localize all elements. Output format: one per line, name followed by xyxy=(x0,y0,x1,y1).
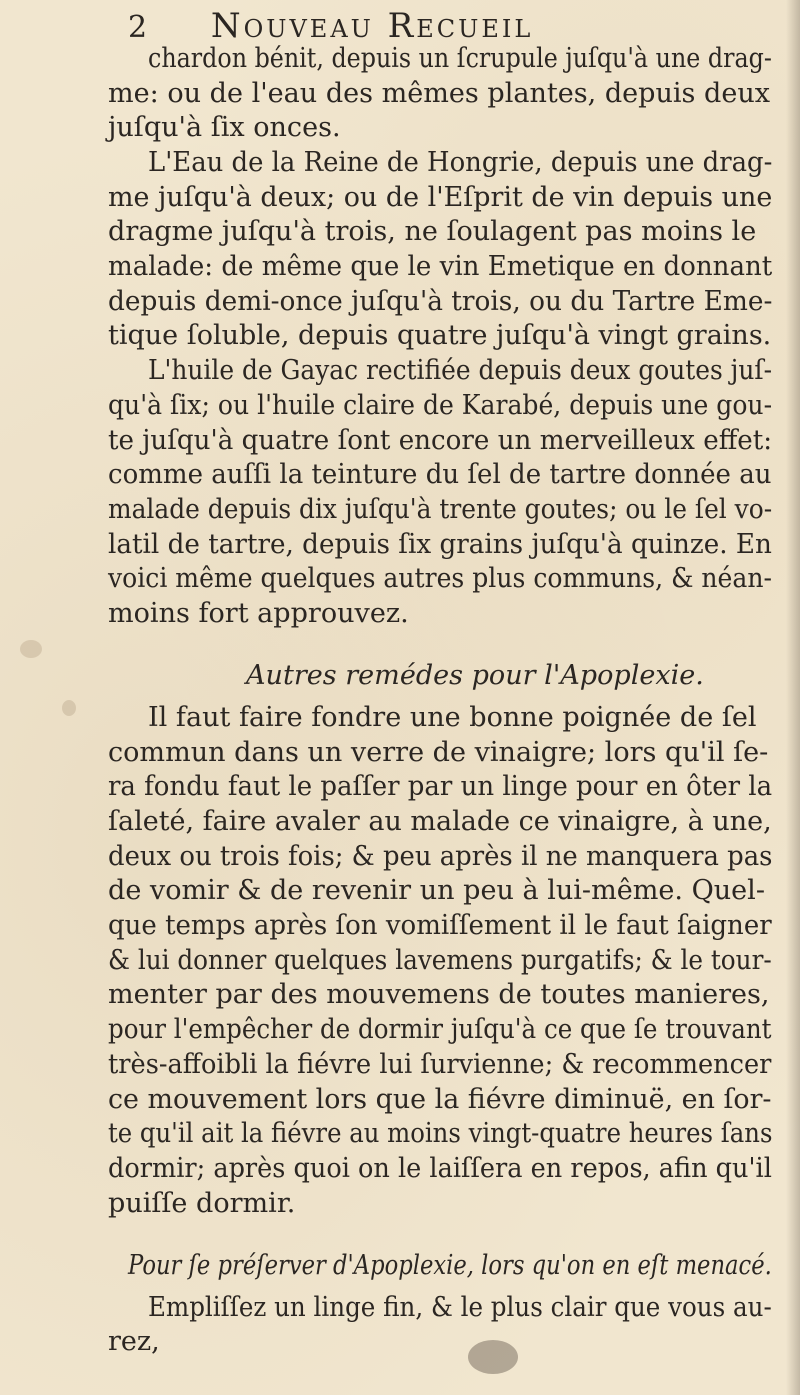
ink-stain xyxy=(62,700,76,716)
text-line: & lui donner quelques lavemens purgatifs; & le tour- xyxy=(108,944,772,976)
text-line: malade depuis dix juſqu'à trente goutes; ou le ſel vo- xyxy=(108,493,773,525)
text-line: voici même quelques autres plus communs, & néan- xyxy=(108,563,772,595)
text-line: de vomir & de revenir un peu à lui-même. Quel- xyxy=(108,875,765,907)
text-line: juſqu'à ſix onces. xyxy=(108,112,341,144)
text-line: malade: de même que le vin Emetique en donnant xyxy=(108,251,773,283)
text-line: deux ou trois fois; & peu après il ne manquera pas xyxy=(108,840,773,872)
section-heading: Autres remédes pour l'Apoplexie. xyxy=(246,660,704,692)
text-line: puiſſe dormir. xyxy=(108,1187,296,1219)
text-line: commun dans un verre de vinaigre; lors qu'il ſe- xyxy=(108,736,769,768)
running-title: Nouveau Recueil xyxy=(210,6,534,46)
text-line: Il faut faire fondre une bonne poignée de ſel xyxy=(148,702,757,733)
page-header xyxy=(128,6,728,46)
text-line: ſaleté, faire avaler au malade ce vinaigre, à une, xyxy=(108,806,772,838)
text-line: que temps après ſon vomiſſement il le faut ſaigner xyxy=(108,910,772,942)
text-line: L'huile de Gayac rectifiée depuis deux goutes juſ- xyxy=(148,355,773,387)
text-line: latil de tartre, depuis ſix grains juſqu'à quinze. En xyxy=(108,528,772,560)
page-edge-shadow xyxy=(786,0,800,1395)
text-line: ce mouvement lors que la fiévre diminuë, en ſor- xyxy=(108,1083,772,1115)
text-line: menter par des mouvemens de toutes manieres, xyxy=(108,979,770,1011)
text-line: L'Eau de la Reine de Hongrie, depuis une drag- xyxy=(148,147,773,179)
section-heading: Pour ſe préſerver d'Apoplexie, lors qu'on en eſt menacé. xyxy=(128,1250,772,1281)
text-line: chardon bénit, depuis un ſcrupule juſqu'à une drag- xyxy=(148,43,772,74)
ink-stain xyxy=(20,640,42,658)
text-line: dormir; après quoi on le laiſſera en repos, afin qu'il xyxy=(108,1152,772,1184)
page-number: 2 xyxy=(128,10,150,45)
text-line: te qu'il ait la fiévre au moins vingt-quatre heures ſans xyxy=(108,1118,773,1150)
text-line: depuis demi-once juſqu'à trois, ou du Tartre Eme- xyxy=(108,285,773,317)
text-line: Empliſſez un linge fin, & le plus clair que vous au- xyxy=(148,1291,772,1323)
text-line: me: ou de l'eau des mêmes plantes, depuis deux xyxy=(108,77,771,109)
text-line: très-affoibli la fiévre lui ſurvienne; & recommencer xyxy=(108,1048,772,1080)
ink-stain xyxy=(468,1340,518,1374)
text-line: moins fort approuvez. xyxy=(108,597,409,629)
text-line: pour l'empêcher de dormir juſqu'à ce que ſe trouvant xyxy=(108,1014,772,1046)
text-line: tique ſoluble, depuis quatre juſqu'à vingt grains. xyxy=(108,320,772,352)
text-line: me juſqu'à deux; ou de l'Eſprit de vin depuis une xyxy=(108,181,773,213)
text-line: qu'à ſix; ou l'huile claire de Karabé, depuis une gou- xyxy=(108,389,773,421)
text-line: comme auſſi la teinture du ſel de tartre donnée au xyxy=(108,459,772,491)
text-line: te juſqu'à quatre ſont encore un merveilleux effet: xyxy=(108,424,773,456)
text-line: ra fondu faut le paſſer par un linge pour en ôter la xyxy=(108,771,773,803)
text-line: rez, xyxy=(108,1326,160,1358)
text-line: dragme juſqu'à trois, ne ſoulagent pas moins le xyxy=(108,216,757,248)
